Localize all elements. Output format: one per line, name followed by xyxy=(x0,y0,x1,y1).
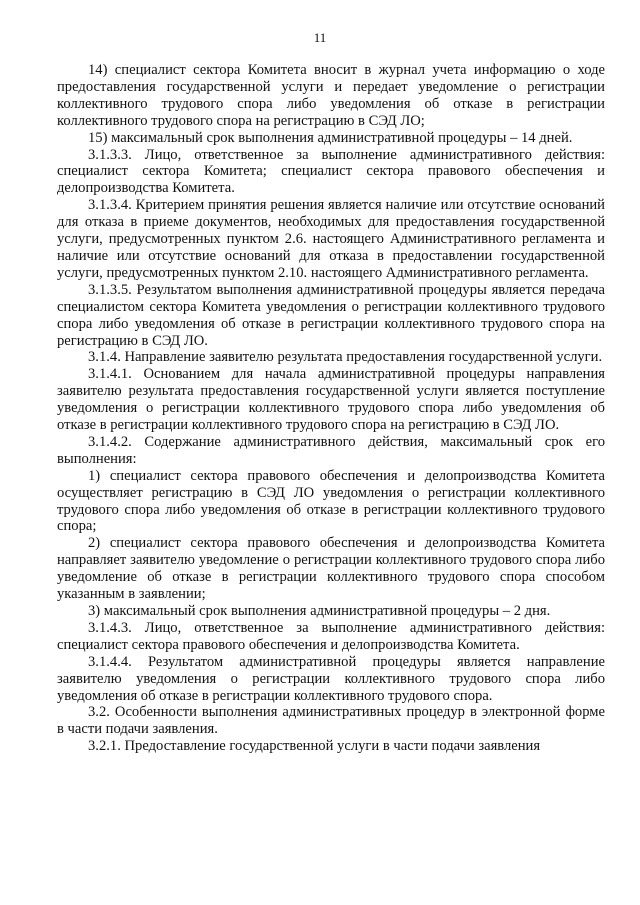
paragraph: 3) максимальный срок выполнения административной процедуры – 2 дня. xyxy=(88,603,551,619)
paragraph: 3.1.4.4. Результатом административной процедуры является направление заявителю уведомления о регистрации коллективного трудового спора либо уведомления об отказе в регистрации коллективного трудового спора. xyxy=(57,653,605,704)
paragraph: 1) специалист сектора правового обеспечения и делопроизводства Комитета осуществляет регистрацию в СЭД ЛО уведомления о регистрации коллективного трудового спора либо уведомления об отказе в регистрации коллективного трудового спора; xyxy=(57,467,605,535)
page-number: 11 xyxy=(313,30,327,45)
paragraph: 14) специалист сектора Комитета вносит в журнал учета информацию о ходе предоставления государственной услуги и передает уведомление о регистрации коллективного трудового спора либо уведомления об отказе в регистрации коллективного трудового спора на регистрацию в СЭД ЛО; xyxy=(57,62,605,129)
paragraph: 3.1.3.5. Результатом выполнения административной процедуры является передача специалистом сектора Комитета уведомления о регистрации коллективного трудового спора либо уведомления об отказе в регистрации коллективного трудового спора на регистрацию в СЭД ЛО. xyxy=(57,281,605,349)
paragraph: 3.1.4.1. Основанием для начала административной процедуры направления заявителю результата предоставления государственной услуги является поступление уведомления о регистрации коллективного трудового спора либо уведомления об отказе в регистрации коллективного трудового спора на регистрацию в СЭД ЛО. xyxy=(57,366,605,434)
paragraph: 15) максимальный срок выполнения административной процедуры – 14 дней. xyxy=(88,129,573,146)
paragraph: 3.1.3.4. Критерием принятия решения является наличие или отсутствие оснований для отказа в приеме документов, необходимых для предоставления государственной услуги, предусмотренных пунктом 2.6. настоящего Административного регламента и наличие или отсутствие оснований для отказа в предоставлении государственной услуги, предусмотренных пунктом 2.10. настоящего Административного регламента. xyxy=(57,197,605,281)
paragraph: 3.1.4.3. Лицо, ответственное за выполнение административного действия: специалист сектора правового обеспечения и делопроизводства Комитета. xyxy=(57,619,605,653)
paragraph: 2) специалист сектора правового обеспечения и делопроизводства Комитета направляет заявителю уведомление о регистрации коллективного трудового спора либо уведомление об отказе в регистрации коллективного трудового спора способом указанным в заявлении; xyxy=(57,535,605,603)
paragraph: 3.2. Особенности выполнения административных процедур в электронной форме в части подачи заявления. xyxy=(57,704,605,738)
paragraph: 3.2.1. Предоставление государственной услуги в части подачи заявления xyxy=(88,738,541,755)
document-body xyxy=(57,62,605,755)
paragraph: 3.1.3.3. Лицо, ответственное за выполнение административного действия: специалист сектора Комитета; специалист сектора правового обеспечения и делопроизводства Комитета. xyxy=(57,146,605,197)
paragraph: 3.1.4.2. Содержание административного действия, максимальный срок его выполнения: xyxy=(57,433,605,467)
paragraph: 3.1.4. Направление заявителю результата предоставления государственной услуги. xyxy=(88,349,603,366)
